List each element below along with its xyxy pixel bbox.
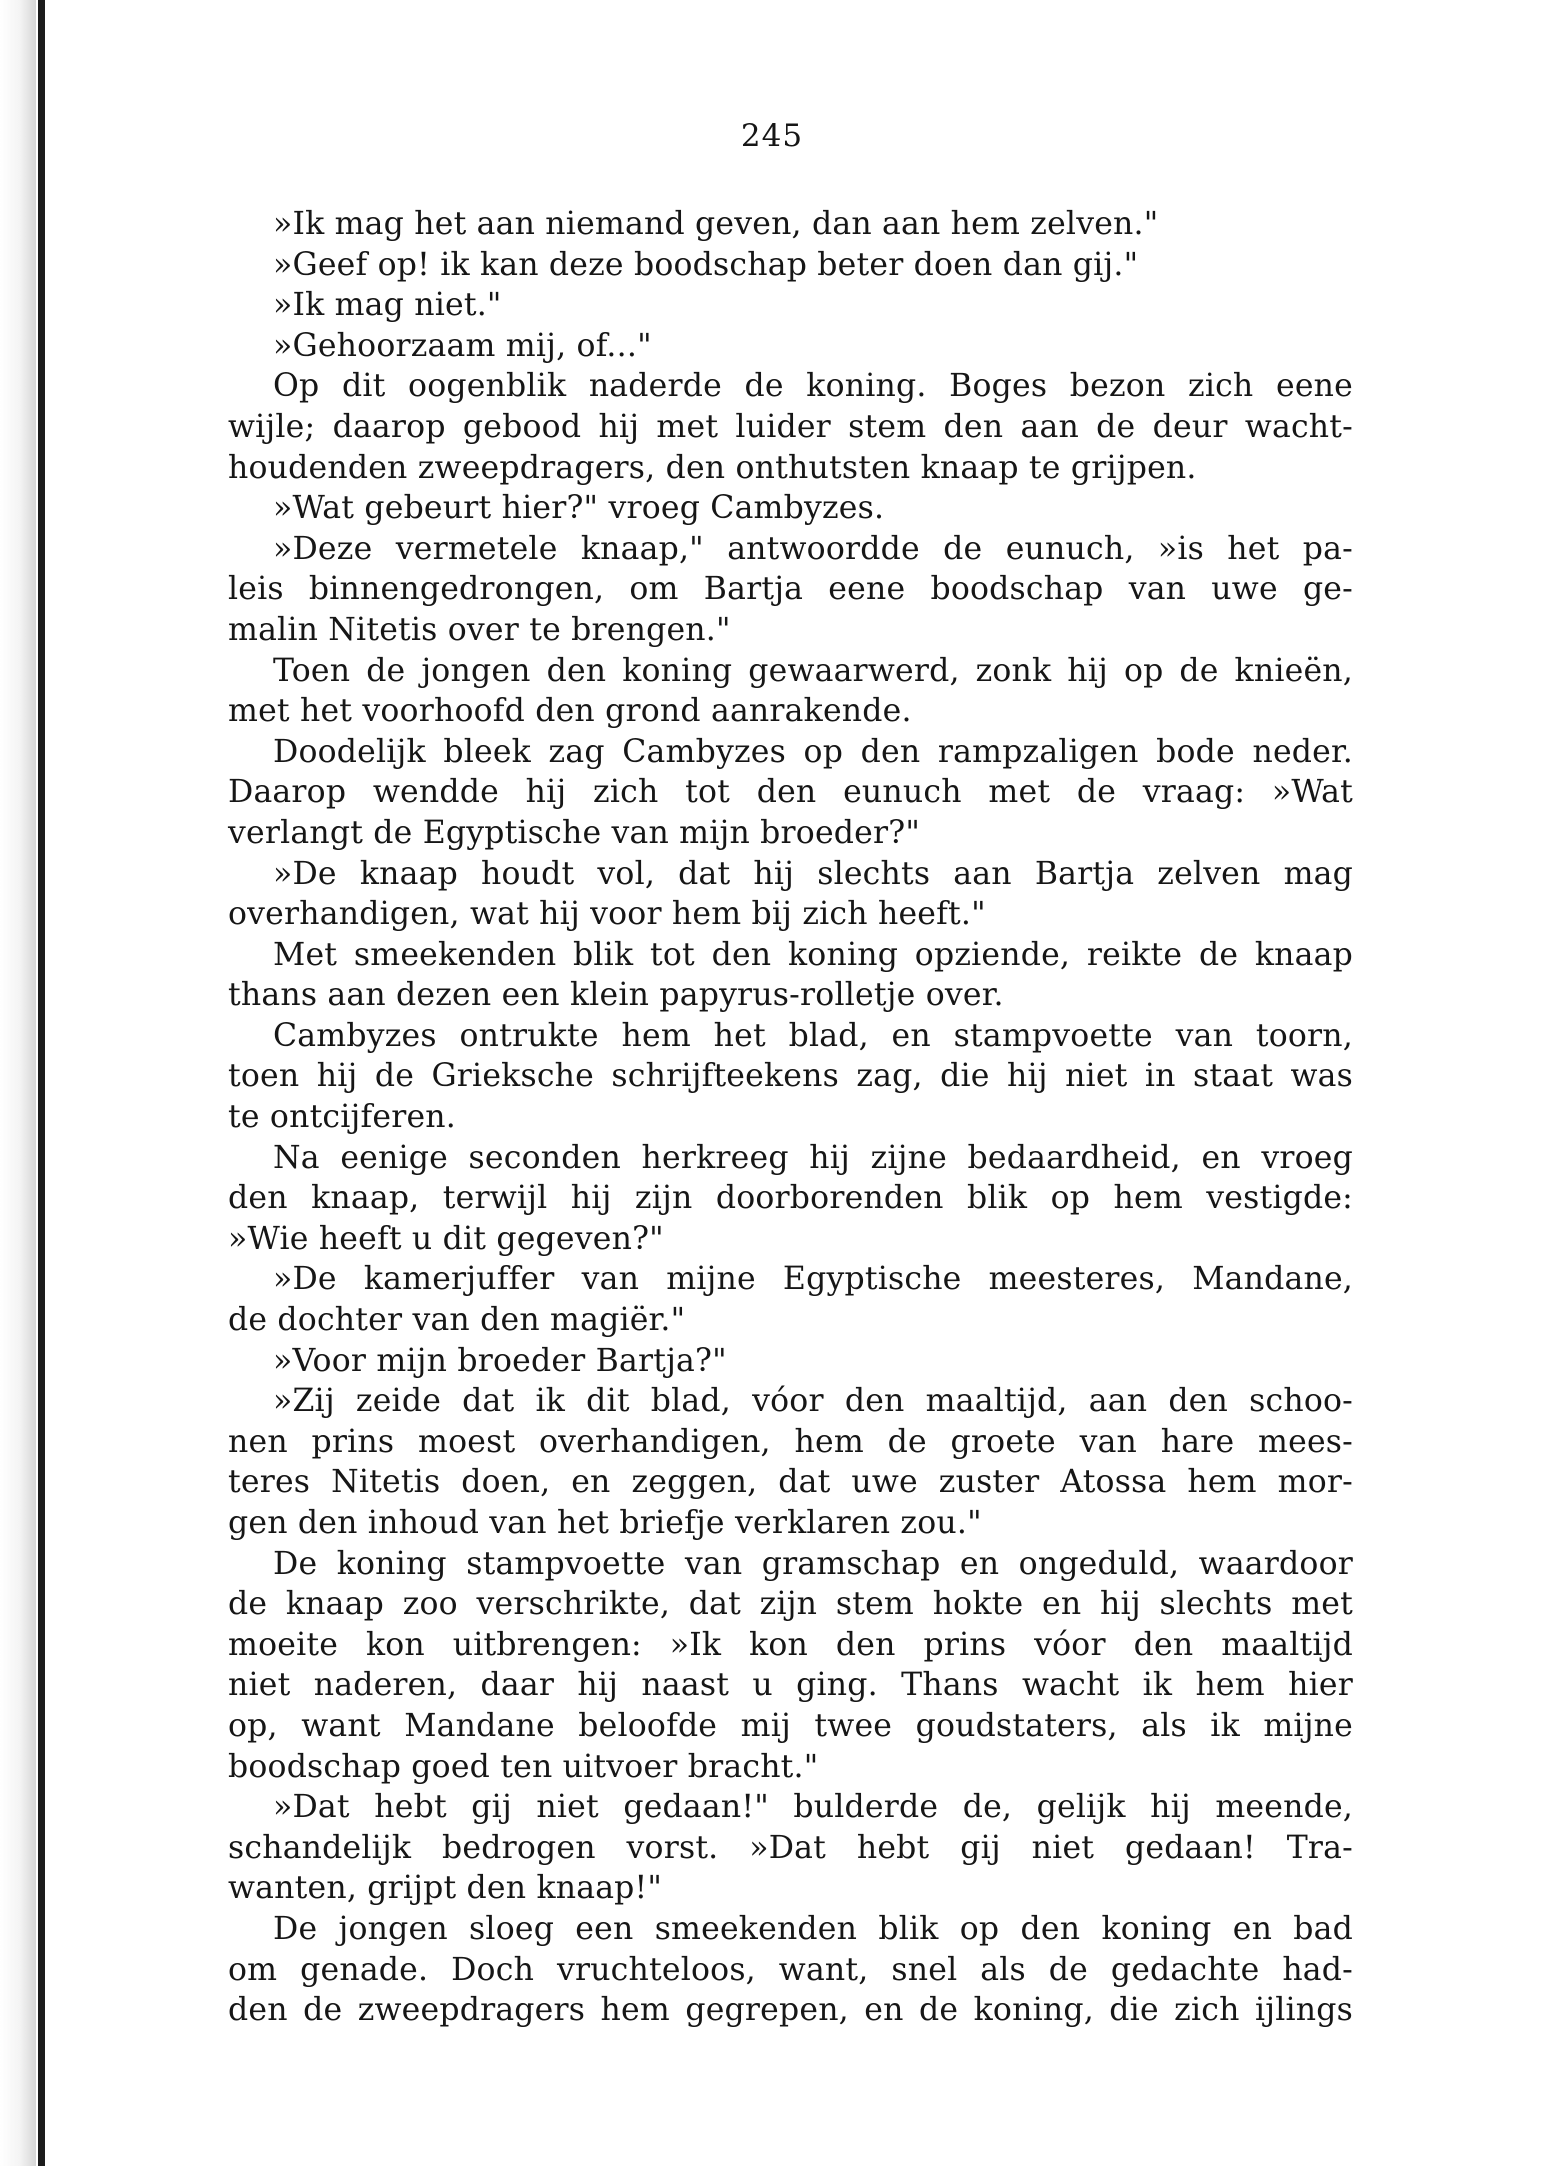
text-line: moeite kon uitbrengen: »Ik kon den prins vóor den maaltijd (228, 1626, 1353, 1663)
text-line: thans aan dezen een klein papyrus-rolletje over. (228, 977, 1004, 1014)
text-line: De koning stampvoette van gramschap en ongeduld, waardoor (273, 1545, 1353, 1582)
text-line: de knaap zoo verschrikte, dat zijn stem hokte en hij slechts met (228, 1586, 1353, 1623)
text-line: wijle; daarop gebood hij met luider stem den aan de deur wacht- (228, 408, 1353, 445)
text-line: boodschap goed ten uitvoer bracht." (228, 1748, 819, 1785)
text-line: »Deze vermetele knaap," antwoordde de eunuch, »is het pa- (273, 530, 1353, 567)
text-line: »Ik mag het aan niemand geven, dan aan hem zelven." (273, 206, 1159, 242)
text-line: »Dat hebt gij niet gedaan!" bulderde de, gelijk hij meende, (273, 1789, 1353, 1826)
text-line: Met smeekenden blik tot den koning opziende, reikte de knaap (273, 936, 1353, 973)
text-line: Na eenige seconden herkreeg hij zijne bedaardheid, en vroeg (273, 1139, 1353, 1176)
text-line: leis binnengedrongen, om Bartja eene boodschap van uwe ge- (228, 571, 1353, 608)
text-line: den knaap, terwijl hij zijn doorborenden blik op hem vestigde: (228, 1180, 1353, 1217)
text-line: Cambyzes ontrukte hem het blad, en stampvoette van toorn, (273, 1017, 1353, 1054)
body-text (228, 204, 1353, 2031)
text-line: wanten, grijpt den knaap!" (228, 1870, 663, 1907)
text-line: »De kamerjuffer van mijne Egyptische meesteres, Mandane, (273, 1261, 1353, 1298)
text-line: overhandigen, wat hij voor hem bij zich heeft." (228, 896, 986, 933)
text-line: Doodelijk bleek zag Cambyzes op den rampzaligen bode neder. (273, 733, 1353, 770)
binding-line (38, 0, 45, 2166)
page-number: 245 (740, 118, 804, 154)
text-line: Daarop wendde hij zich tot den eunuch met de vraag: »Wat (228, 774, 1353, 811)
text-line: gen den inhoud van het briefje verklaren zou." (228, 1505, 982, 1541)
text-line: »Gehoorzaam mij, of..." (273, 327, 652, 364)
text-line: verlangt de Egyptische van mijn broeder?" (228, 814, 921, 851)
text-line: teres Nitetis doen, en zeggen, dat uwe zuster Atossa hem mor- (228, 1464, 1353, 1501)
text-line: »Zij zeide dat ik dit blad, vóor den maaltijd, aan den schoo- (273, 1383, 1353, 1420)
text-line: De jongen sloeg een smeekenden blik op den koning en bad (273, 1910, 1353, 1947)
text-line: met het voorhoofd den grond aanrakende. (228, 693, 912, 730)
text-line: nen prins moest overhandigen, hem de groete van hare mees- (228, 1423, 1353, 1460)
text-line: om genade. Doch vruchteloos, want, snel als de gedachte had- (228, 1951, 1353, 1988)
text-line: de dochter van den magiër." (228, 1302, 686, 1339)
book-binding-edge (0, 0, 50, 2166)
text-line: »De knaap houdt vol, dat hij slechts aan Bartja zelven mag (273, 855, 1353, 892)
text-line: »Voor mijn broeder Bartja?" (273, 1342, 727, 1379)
text-line: toen hij de Grieksche schrijfteekens zag, die hij niet in staat was (228, 1058, 1353, 1095)
binding-shadow (0, 0, 36, 2166)
text-line: »Wat gebeurt hier?" vroeg Cambyzes. (273, 490, 885, 527)
text-line: houdenden zweepdragers, den onthutsten knaap te grijpen. (228, 449, 1197, 486)
text-line: »Ik mag niet." (273, 287, 502, 324)
text-line: Toen de jongen den koning gewaarwerd, zonk hij op de knieën, (273, 652, 1353, 689)
text-line: schandelijk bedrogen vorst. »Dat hebt gij niet gedaan! Tra- (228, 1829, 1353, 1866)
text-line: »Geef op! ik kan deze boodschap beter doen dan gij." (273, 246, 1139, 283)
text-line: niet naderen, daar hij naast u ging. Thans wacht ik hem hier (228, 1667, 1353, 1704)
text-line: te ontcijferen. (228, 1099, 457, 1136)
text-line: den de zweepdragers hem gegrepen, en de koning, die zich ijlings (228, 1992, 1353, 2029)
text-line: malin Nitetis over te brengen." (228, 611, 731, 648)
text-line: Op dit oogenblik naderde de koning. Boges bezon zich eene (273, 368, 1353, 405)
text-line: »Wie heeft u dit gegeven?" (228, 1220, 664, 1257)
text-line: op, want Mandane beloofde mij twee goudstaters, als ik mijne (228, 1707, 1353, 1744)
